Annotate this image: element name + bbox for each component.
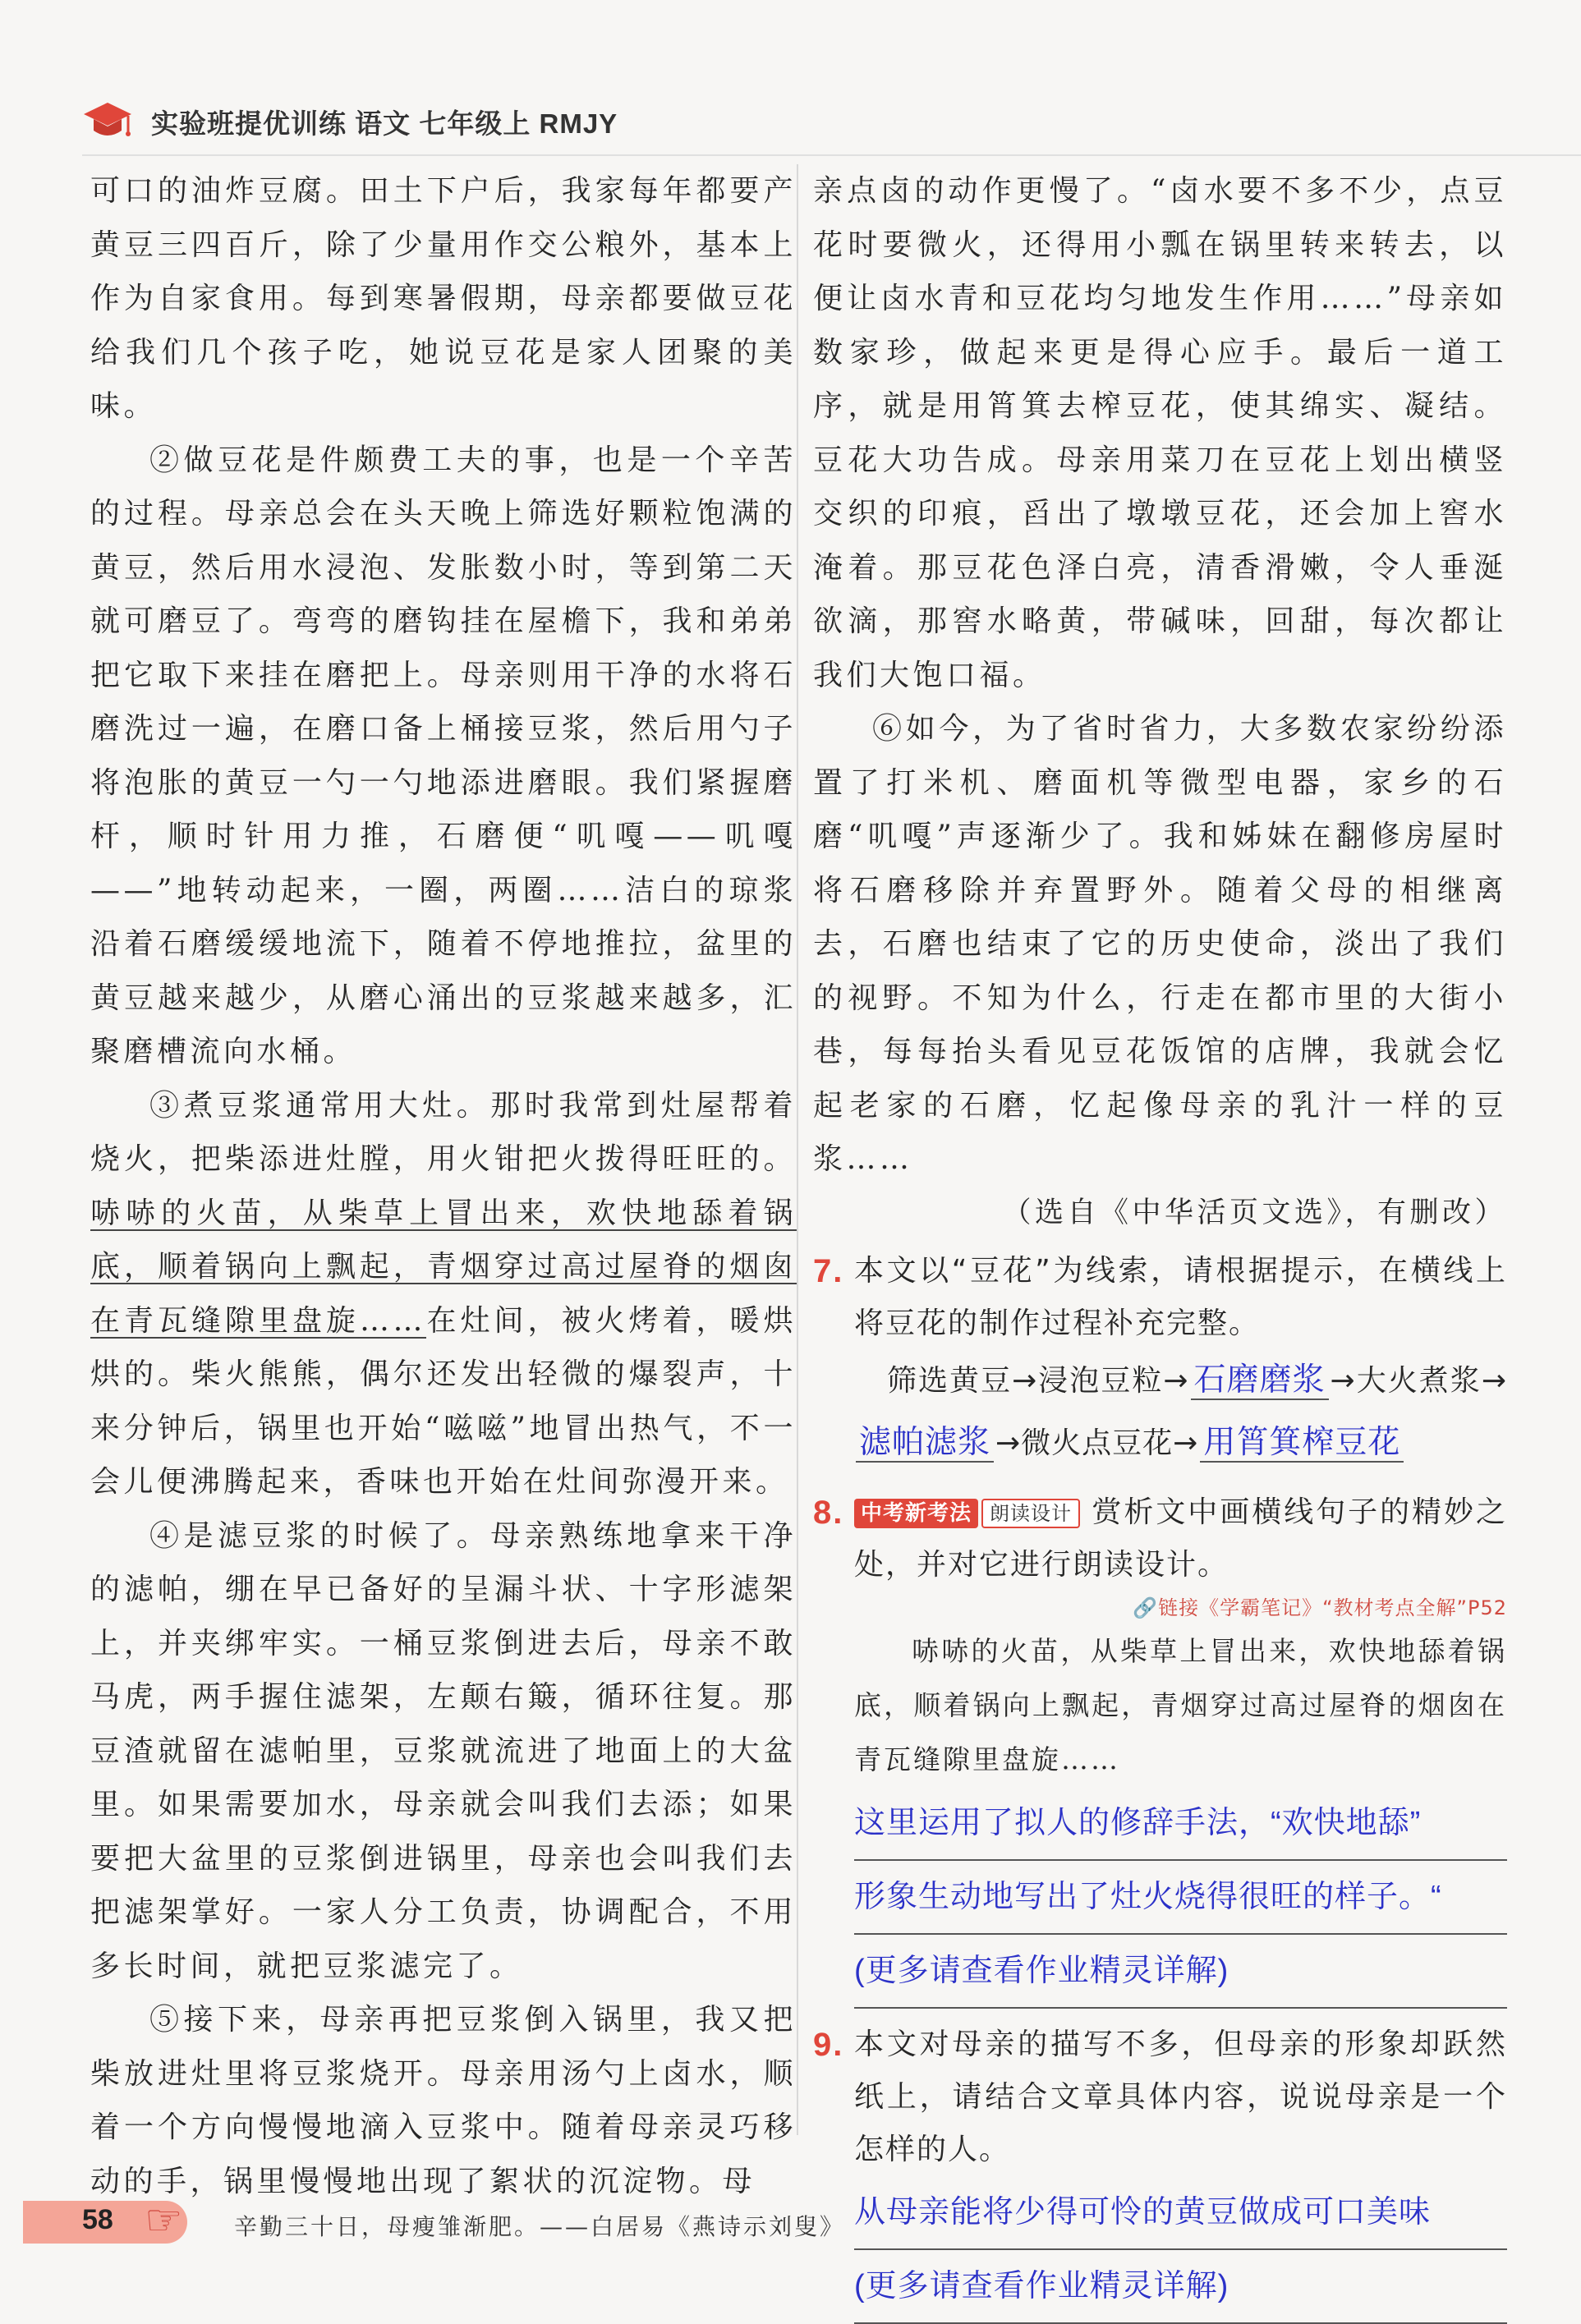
question-text: 本文对母亲的描写不多，但母亲的形象却跃然纸上，请结合文章具体内容，说说母亲是一个怎样的人。 [854, 2028, 1507, 2166]
question-9 [813, 2019, 1507, 2176]
answer-blank-2[interactable]: 滤帕滤浆 [856, 1425, 994, 1463]
column-divider [797, 164, 798, 2135]
link-icon: 🔗 [1133, 1596, 1159, 1619]
answer-line[interactable]: 形象生动地写出了灶火烧得很旺的样子。“ [854, 1861, 1507, 1935]
flow-text: →大火煮浆→ [1330, 1364, 1507, 1398]
article-left-column [90, 164, 797, 2208]
paragraph-text: ③煮豆浆通常用大灶。那时我常到灶屋帮着烧火，把柴添进灶膛，用火钳把火拨得旺旺的。 [90, 1088, 797, 1176]
answer-line[interactable]: (更多请查看作业精灵详解) [854, 2250, 1507, 2324]
header-divider [82, 154, 1581, 156]
reading-design-tag: 朗读设计 [981, 1499, 1080, 1528]
question-number: 7. [813, 1253, 844, 1289]
footer [0, 2191, 1581, 2248]
graduation-cap-icon [82, 99, 133, 144]
paragraph: 亲点卤的动作更慢了。“卤水要不多不少，点豆花时要微火，还得用小瓢在锅里转来转去，以便让卤水青和豆花均匀地发生作用……”母亲如数家珍，做起来更是得心应手。最后一道工序，就是用筲箕去榨豆花，使其绵实、凝结。豆花大功告成。母亲用菜刀在豆花上划出横竖交织的印痕，舀出了墩墩豆花，还会加上窖水淹着。那豆花色泽白亮，清香滑嫩，令人垂涎欲滴，那窖水略黄，带碱味，回甜，每次都让我们大饱口福。 [813, 174, 1507, 692]
answer-line[interactable]: 从母亲能将少得可怜的黄豆做成可口美味 [854, 2176, 1507, 2250]
answer-blank-3[interactable]: 用筲箕榨豆花 [1200, 1425, 1404, 1463]
underlined-sentence: 哧哧的火苗，从柴草上冒出来，欢快地舔着锅底，顺着锅向上飘起，青烟穿过高过屋脊的烟囱在青瓦缝隙里盘旋…… [90, 1196, 797, 1338]
page-number: 58 [82, 2204, 113, 2235]
article-right-column [813, 164, 1507, 2324]
flow-text: 筛选黄豆→浸泡豆粒→ [887, 1364, 1189, 1398]
quoted-sentence: 哧哧的火苗，从柴草上冒出来，欢快地舔着锅底，顺着锅向上飘起，青烟穿过高过屋脊的烟囱在青瓦缝隙里盘旋…… [854, 1635, 1507, 1775]
answer-blank-1[interactable]: 石磨磨浆 [1191, 1362, 1329, 1400]
paragraph: 可口的油炸豆腐。田土下户后，我家每年都要产黄豆三四百斤，除了少量用作交公粮外，基本上作为自家食用。每到寒暑假期，母亲都要做豆花给我们几个孩子吃，她说豆花是家人团聚的美味。 [90, 174, 797, 423]
flow-text: →微火点豆花→ [995, 1426, 1199, 1460]
question-7 [813, 1245, 1507, 1350]
paragraph-text: 在灶间，被火烤着，暖烘烘的。柴火熊熊，偶尔还发出轻微的爆裂声，十来分钟后，锅里也开始“嗞嗞”地冒出热气，不一会儿便沸腾起来，香味也开始在灶间弥漫开来。 [90, 1303, 797, 1499]
new-exam-tag: 中考新考法 [854, 1499, 978, 1528]
question-8 [813, 1486, 1507, 1591]
paragraph [90, 1079, 797, 1509]
paragraph: ⑤接下来，母亲再把豆浆倒入锅里，我又把柴放进灶里将豆浆烧开。母亲用汤勺上卤水，顺着一个方向慢慢地滴入豆浆中。随着母亲灵巧移动的手，锅里慢慢地出现了絮状的沉淀物。母 [90, 2003, 797, 2198]
question-text: 赏析文中画横线句子的精妙之处，并对它进行朗读设计。 [854, 1495, 1507, 1582]
reference-link[interactable] [813, 1591, 1507, 1624]
header-title: 实验班提优训练 语文 七年级上 RMJY [151, 108, 618, 139]
answer-line[interactable]: 这里运用了拟人的修辞手法，“欢快地舔” [854, 1787, 1507, 1861]
source-citation: （选自《中华活页文选》，有删改） [1002, 1196, 1507, 1229]
link-text: 链接《学霸笔记》“教材考点全解”P52 [1158, 1596, 1507, 1619]
paragraph: ④是滤豆浆的时候了。母亲熟练地拿来干净的滤帕，绷在早已备好的呈漏斗状、十字形滤架上，并夹绑牢实。一桶豆浆倒进去后，母亲不敢马虎，两手握住滤架，左颠右簸，循环往复。那豆渣就留在滤帕里，豆浆就流进了地面上的大盆里。如果需要加水，母亲就会叫我们去添；如果要把大盆里的豆浆倒进锅里，母亲也会叫我们去把滤架掌好。一家人分工负责，协调配合，不用多长时间，就把豆浆滤完了。 [90, 1518, 797, 1983]
pointing-hand-icon: ☞ [145, 2196, 183, 2245]
footer-quote: 辛勤三十日，母瘦雏渐肥。——白居易《燕诗示刘叟》 [234, 2213, 846, 2240]
question-number: 9. [813, 2027, 844, 2063]
question-number: 8. [813, 1495, 844, 1531]
paragraph: ⑥如今，为了省时省力，大多数农家纷纷添置了打米机、磨面机等微型电器，家乡的石磨“叽嘎”声逐渐少了。我和姊妹在翻修房屋时将石磨移除并弃置野外。随着父母的相继离去，石磨也结束了它的历史使命，淡出了我们的视野。不知为什么，行走在都市里的大街小巷，每每抬头看见豆花饭馆的店牌，我就会忆起老家的石磨，忆起像母亲的乳汁一样的豆浆…… [813, 712, 1507, 1176]
paragraph: ②做豆花是件颇费工夫的事，也是一个辛苦的过程。母亲总会在头天晚上筛选好颗粒饱满的黄豆，然后用水浸泡、发胀数小时，等到第二天就可磨豆了。弯弯的磨钩挂在屋檐下，我和弟弟把它取下来挂在磨把上。母亲则用干净的水将石磨洗过一遍，在磨口备上桶接豆浆，然后用勺子将泡胀的黄豆一勺一勺地添进磨眼。我们紧握磨杆，顺时针用力推，石磨便“叽嘎——叽嘎——”地转动起来，一圈，两圈……洁白的琼浆沿着石磨缓缓地流下，随着不停地推拉，盆里的黄豆越来越少，从磨心涌出的豆浆越来越多，汇聚磨槽流向水桶。 [90, 443, 797, 1068]
header [82, 97, 618, 146]
answer-line[interactable]: (更多请查看作业精灵详解) [854, 1935, 1507, 2009]
question-text: 本文以“豆花”为线索，请根据提示，在横线上将豆花的制作过程补充完整。 [854, 1254, 1507, 1340]
process-flow [813, 1350, 1507, 1475]
